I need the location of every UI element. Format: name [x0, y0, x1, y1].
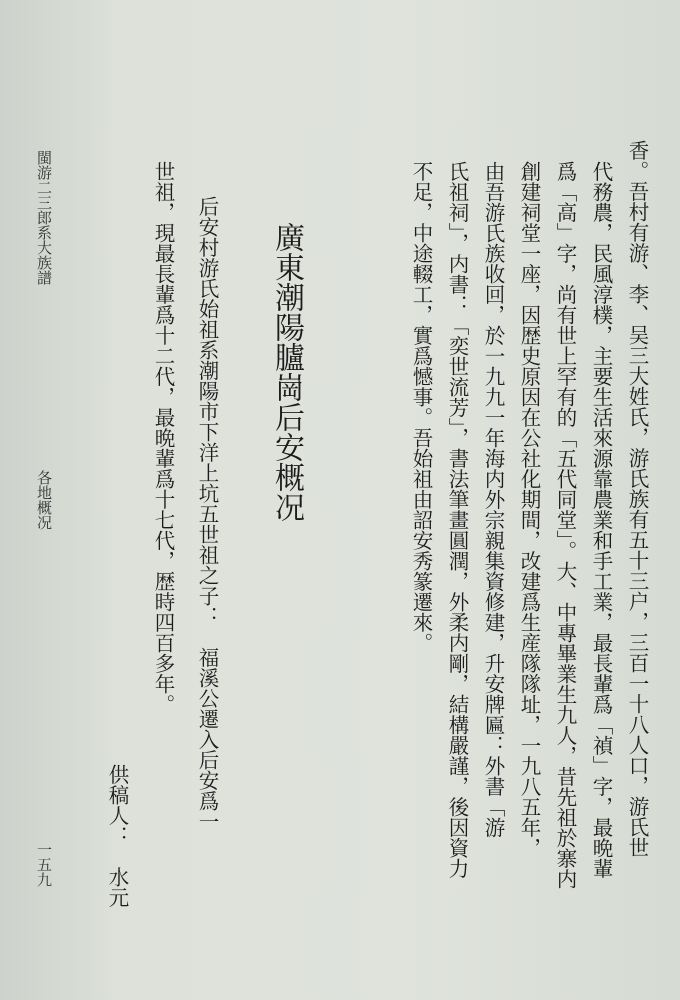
- page-number: 一五九: [35, 842, 53, 887]
- section-line-1: 后安村游氏始祖系潮陽市下洋上坑五世祖之子： 福溪公遷入后安爲一: [195, 196, 219, 832]
- section-line-2: 世祖，現最長輩爲十二代，最晩輩爲十七代，歴時四百多年。: [151, 161, 175, 715]
- body-line-7: 不足，中途輟工，實爲憾事。吾始祖由詔安秀篆遷來。: [409, 161, 433, 653]
- body-line-1: 香。吾村有游、李、吴三大姓氏，游氏族有五十三户，三百一十八人口，游氏世: [625, 140, 649, 858]
- body-line-3: 爲「高」字，尚有世上罕有的「五代同堂」。大、中專畢業生九人，昔先祖於寨内: [553, 161, 577, 889]
- body-line-4: 創建祠堂一座，因歴史原因在公社化期間，改建爲生産隊隊址，一九八五年，: [517, 161, 541, 858]
- section-name: 各地概况: [35, 470, 53, 530]
- book-title: 閩游二三郎系大族譜: [35, 150, 53, 285]
- contributor-credit: 供稿人： 水元: [105, 764, 129, 908]
- body-line-2: 代務農，民風淳樸，主要生活來源靠農業和手工業，最長輩爲「禎」字，最晩輩: [589, 161, 613, 879]
- body-line-5: 由吾游氏族收回，於一九九一年海内外宗親集資修建，升安牌匾：外書「游: [481, 161, 505, 838]
- body-line-6: 氏祖祠」，内書：「奕世流芳」，書法筆畫圓潤，外柔内剛，結構嚴謹，後因資力: [445, 161, 469, 879]
- section-title: 廣東潮陽臚崗后安概况: [269, 222, 304, 522]
